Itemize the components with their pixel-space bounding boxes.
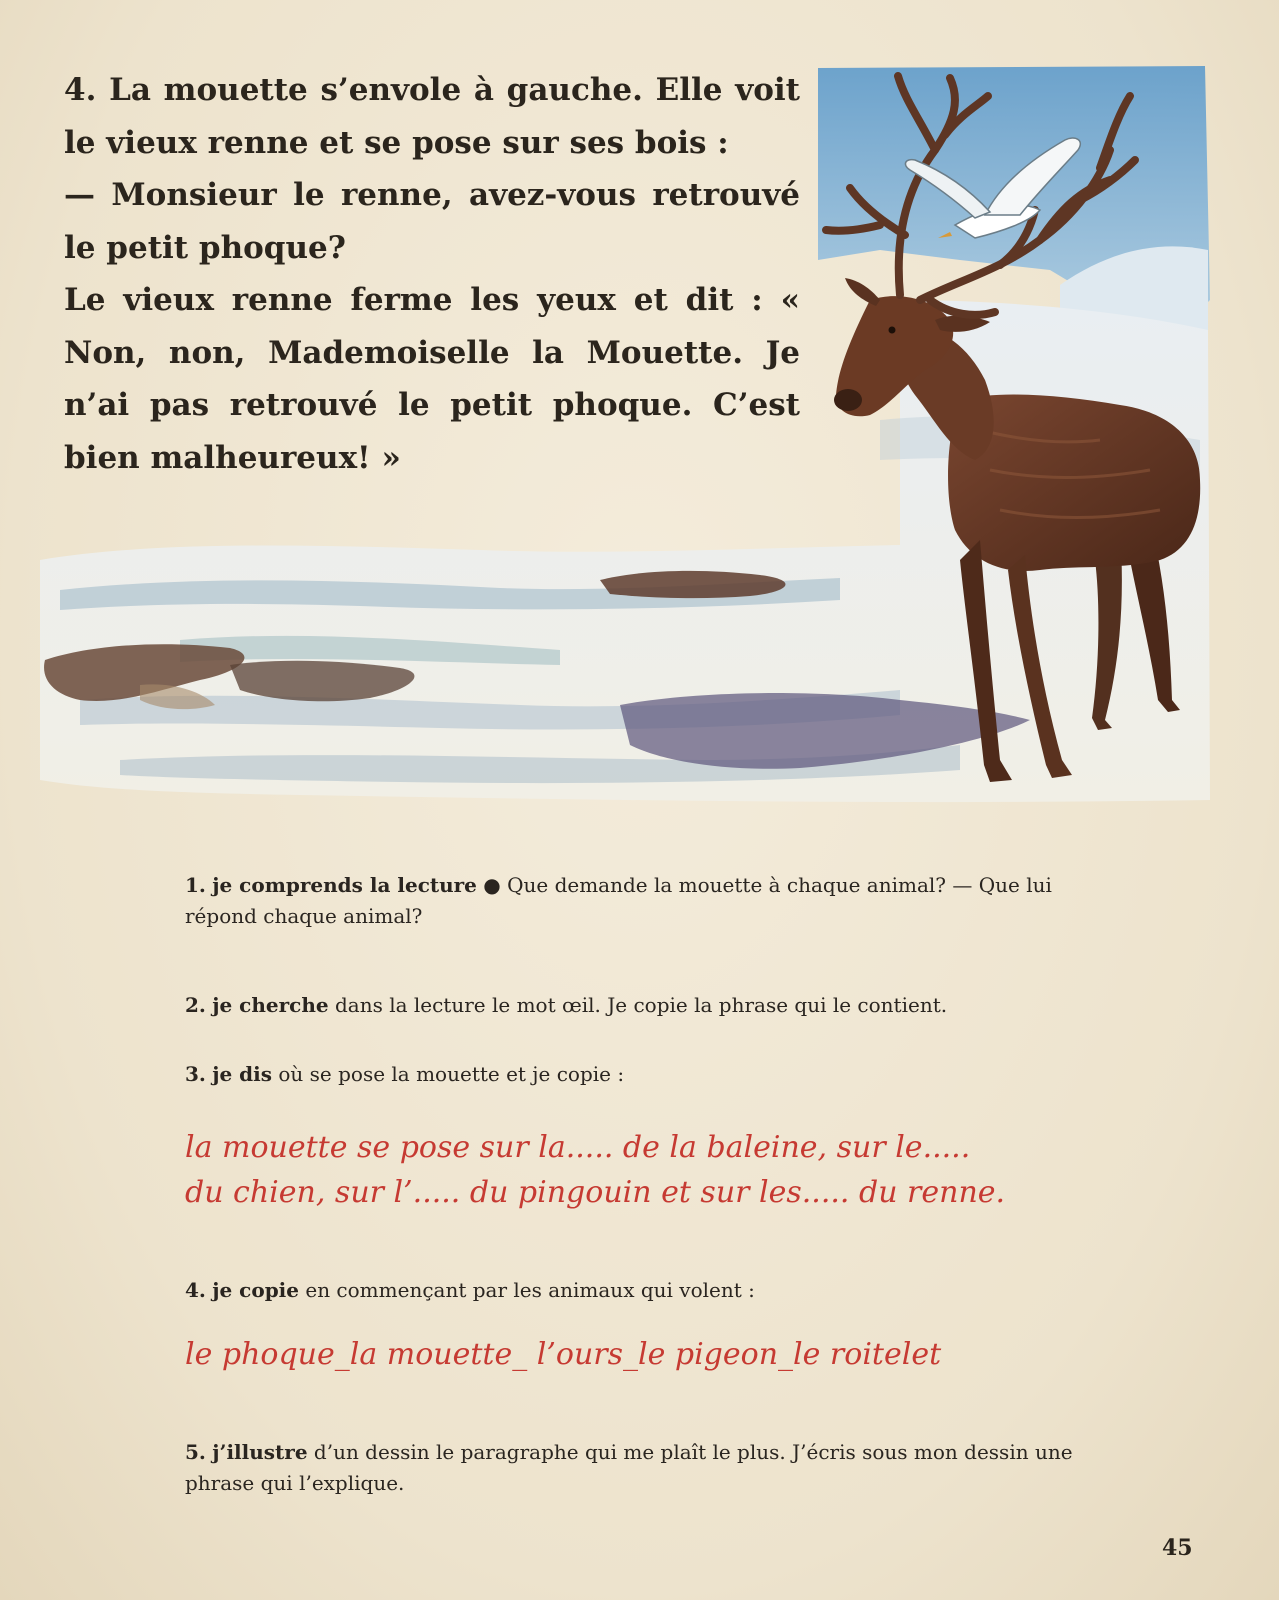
story-paragraph-1-text: La mouette s’envole à gauche. Elle voit le vieux renne et se pose sur ses bois : bbox=[64, 72, 800, 161]
exercise-4 bbox=[185, 1275, 1085, 1306]
exercise-3-number: 3. bbox=[185, 1062, 206, 1086]
exercise-2-number: 2. bbox=[185, 993, 206, 1017]
exercise-3-script-line-2: du chien, sur l’..... du pingouin et sur les..... du renne. bbox=[185, 1175, 1006, 1210]
exercise-1-heading: je comprends la lecture bbox=[212, 873, 477, 897]
exercise-5 bbox=[185, 1437, 1085, 1499]
exercise-2 bbox=[185, 990, 1085, 1021]
exercise-2-heading: je cherche bbox=[212, 993, 329, 1017]
exercise-5-text: d’un dessin le paragraphe qui me plaît le plus. J’écris sous mon dessin une phrase qui l’explique. bbox=[185, 1440, 1073, 1495]
exercise-3 bbox=[185, 1059, 1085, 1090]
exercise-3-text: où se pose la mouette et je copie : bbox=[278, 1062, 625, 1086]
exercise-4-heading: je copie bbox=[212, 1278, 299, 1302]
story-paragraph-2: — Monsieur le renne, avez-vous retrouvé le petit phoque? bbox=[64, 177, 800, 266]
story-paragraph-3: Le vieux renne ferme les yeux et dit : « Non, non, Mademoiselle la Mouette. Je n’ai pas retrouvé le petit phoque. C’est bien malheureux! » bbox=[64, 282, 800, 476]
exercise-5-number: 5. bbox=[185, 1440, 206, 1464]
page-number: 45 bbox=[1162, 1535, 1193, 1561]
story-text bbox=[64, 64, 800, 484]
exercise-1-number: 1. bbox=[185, 873, 206, 897]
exercise-5-heading: j’illustre bbox=[212, 1440, 308, 1464]
exercise-4-text: en commençant par les animaux qui volent : bbox=[305, 1278, 755, 1302]
exercise-4-script: le phoque_la mouette_ l’ours_le pigeon_le roitelet bbox=[185, 1337, 942, 1372]
exercise-2-text: dans la lecture le mot œil. Je copie la phrase qui le contient. bbox=[334, 993, 948, 1017]
exercise-1-text: Que demande la mouette à chaque animal? — Que lui répond chaque animal? bbox=[185, 873, 1052, 928]
story-number: 4. bbox=[64, 72, 97, 108]
exercise-3-script-line-1: la mouette se pose sur la..... de la baleine, sur le..... bbox=[185, 1130, 971, 1165]
exercise-4-number: 4. bbox=[185, 1278, 206, 1302]
exercise-1 bbox=[185, 870, 1085, 932]
exercise-3-heading: je dis bbox=[212, 1062, 273, 1086]
story-paragraph-1 bbox=[64, 64, 800, 169]
bullet-icon: ● bbox=[483, 873, 501, 897]
